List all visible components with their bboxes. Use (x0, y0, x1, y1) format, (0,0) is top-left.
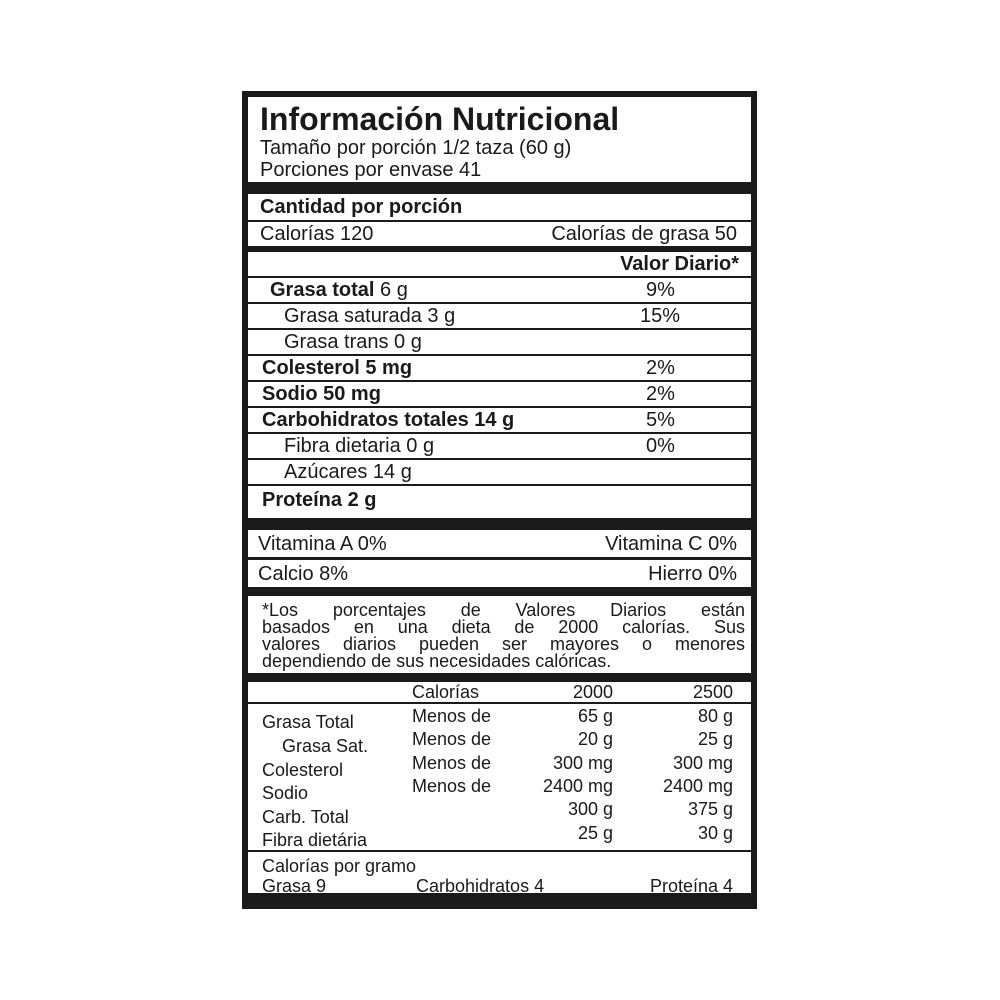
reference-name: Grasa Total (262, 712, 354, 732)
nutrient-dv: 2% (646, 357, 675, 379)
nutrient-name: Fibra dietaria 0 g (284, 435, 435, 457)
nutrient-name: Sodio 50 mg (262, 383, 381, 405)
vitamin-a: Vitamina A 0% (258, 533, 387, 555)
reference-2500-value: 30 g (697, 823, 733, 843)
iron: Hierro 0% (648, 563, 737, 585)
reference-calories-label: Calorías (412, 682, 480, 702)
footnote-section (248, 596, 751, 673)
serving-size: Tamaño por porción 1/2 taza (60 g) (260, 137, 572, 159)
nutrient-row-sodium (248, 382, 751, 406)
per-gram-protein: Proteína 4 (649, 876, 733, 896)
nutrient-dv: 2% (646, 383, 675, 405)
per-gram-fat: Grasa 9 (262, 876, 327, 896)
reference-2000-header: 2000 (572, 682, 613, 702)
reference-2500-value: 25 g (697, 729, 733, 749)
vitamins-section (248, 530, 751, 587)
nutrient-name: Azúcares 14 g (284, 461, 412, 483)
nutrient-dv: 0% (646, 435, 675, 457)
reference-2000-value: 25 g (577, 823, 613, 843)
reference-2000-value: 300 g (567, 799, 613, 819)
fat-calories: Calorías de grasa 50 (551, 223, 737, 245)
servings-per-container: Porciones por envase 41 (260, 159, 482, 181)
calories: Calorías 120 (260, 223, 374, 245)
amount-per-serving-row (248, 194, 751, 220)
nutrient-name: Grasa total (270, 279, 375, 301)
nutrient-row-cholesterol (248, 356, 751, 380)
nutrient-name: Grasa saturada 3 g (284, 305, 456, 327)
calories-per-gram-heading: Calorías por gramo (262, 856, 417, 876)
amount-heading: Cantidad por porción (260, 196, 463, 218)
reference-2000-value: 2400 mg (542, 776, 613, 796)
reference-2000-value: 300 mg (552, 753, 613, 773)
footnote-line: *Los porcentajes de Valores Diarios están (262, 600, 745, 620)
header-section (248, 97, 751, 182)
nutrient-name: Grasa trans 0 g (284, 331, 422, 353)
reference-2500-value: 2400 mg (662, 776, 733, 796)
reference-limit: Menos de (412, 776, 492, 796)
reference-2500-header: 2500 (692, 682, 733, 702)
reference-name: Carb. Total (262, 807, 349, 827)
label-title: Información Nutricional (260, 101, 620, 137)
reference-section (248, 682, 751, 896)
reference-2500-value: 80 g (697, 706, 733, 726)
reference-2500-value: 375 g (687, 799, 733, 819)
reference-header-row (248, 682, 751, 702)
reference-limit: Menos de (412, 729, 492, 749)
nutrient-name: Proteína 2 g (262, 489, 377, 511)
footnote-line: valores diarios pueden ser mayores o menores (262, 634, 745, 654)
reference-name: Colesterol (262, 760, 344, 780)
vitamin-row-a-c (248, 530, 751, 557)
reference-2000-value: 65 g (577, 706, 613, 726)
nutrients-section (248, 194, 751, 518)
calcium: Calcio 8% (258, 563, 349, 585)
nutrient-amount: 6 g (374, 279, 408, 301)
nutrient-row-trans-fat (248, 330, 751, 354)
vitamin-c: Vitamina C 0% (605, 533, 737, 555)
per-gram-carbs: Carbohidratos 4 (416, 876, 545, 896)
nutrient-row-sugars (248, 460, 751, 484)
reference-name: Sodio (262, 783, 309, 803)
nutrient-row-saturated-fat (248, 304, 751, 328)
nutrition-label (242, 91, 757, 909)
calories-row (248, 222, 751, 246)
nutrient-dv: 15% (640, 305, 681, 327)
daily-value-heading: Valor Diario* (620, 253, 739, 275)
daily-value-header (248, 252, 751, 276)
nutrient-row-protein (248, 486, 751, 514)
nutrient-name: Carbohidratos totales 14 g (262, 409, 515, 431)
footnote-line: dependiendo de sus necesidades calóricas. (262, 651, 612, 671)
vitamin-row-calcium-iron (248, 560, 751, 587)
nutrient-dv: 5% (646, 409, 675, 431)
reference-2000-value: 20 g (577, 729, 613, 749)
nutrient-row-carbohydrates (248, 408, 751, 432)
nutrient-name: Colesterol 5 mg (262, 357, 413, 379)
reference-limit: Menos de (412, 753, 492, 773)
footnote-line: basados en una dieta de 2000 calorías. Sus (262, 617, 745, 637)
reference-limit: Menos de (412, 706, 492, 726)
reference-name: Grasa Sat. (282, 736, 369, 756)
nutrient-row-fiber (248, 434, 751, 458)
reference-2500-value: 300 mg (672, 753, 733, 773)
nutrient-dv: 9% (646, 279, 675, 301)
reference-name: Fibra dietária (262, 830, 368, 850)
nutrient-row-total-fat (248, 278, 751, 302)
